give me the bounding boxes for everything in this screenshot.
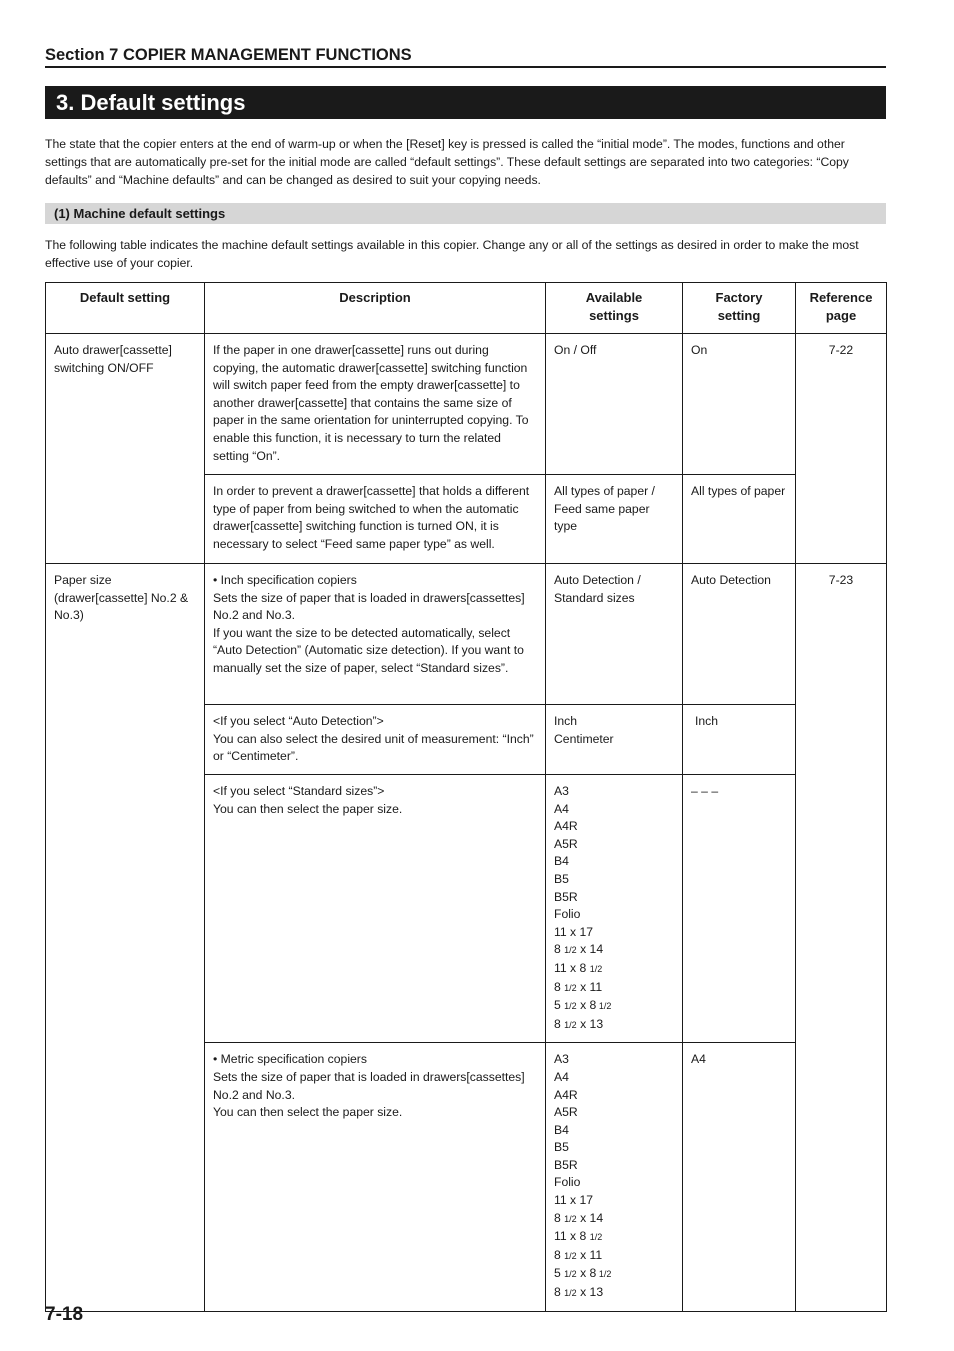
description-cell: In order to prevent a drawer[cassette] that holds a different type of paper from being switched to when the automatic drawer[cassette] switching function is turned ON, it is necessary to select “Feed same paper type” as well. (205, 475, 546, 564)
available-settings-cell: Inch Centimeter (546, 705, 683, 775)
table-row (46, 334, 887, 475)
factory-setting-cell: On (683, 334, 796, 475)
paper-size-item: 5 1/2 x 8 1/2 (554, 998, 612, 1013)
description-cell: <If you select “Auto Detection”> You can also select the desired unit of measurement: “Inch” or “Centimeter”. (205, 705, 546, 775)
paper-size-item: B5 (554, 1140, 569, 1155)
paper-size-item: 8 1/2 x 13 (554, 1016, 604, 1031)
available-settings-cell: On / Off (546, 334, 683, 475)
paper-size-item: 11 x 8 1/2 (554, 960, 603, 975)
paper-size-item: 8 1/2 x 11 (554, 979, 603, 994)
header-factory-setting: Factory setting (683, 283, 796, 334)
header-reference-page: Reference page (796, 283, 887, 334)
description-cell: If the paper in one drawer[cassette] runs out during copying, the automatic drawer[cassette] switching function will switch paper feed from the empty drawer[cassette] to another drawer[cassette] that contains the same size of paper in the same orientation for uninterrupted copying. To enable this function, it is necessary to turn the related setting “On”. (205, 334, 546, 475)
paper-size-item: B5R (554, 889, 578, 904)
reference-page-cell: 7-22 (796, 334, 887, 564)
paper-size-item: B5 (554, 871, 569, 886)
section-header: Section 7 COPIER MANAGEMENT FUNCTIONS (45, 46, 886, 68)
paper-size-item: A5R (554, 1105, 578, 1120)
paper-size-item: 8 1/2 x 13 (554, 1285, 604, 1300)
page-number: 7-18 (45, 1304, 84, 1325)
factory-setting-cell: All types of paper (683, 475, 796, 564)
header-available-settings: Available settings (546, 283, 683, 334)
factory-setting-cell: – – – (683, 775, 796, 1043)
factory-setting-cell: A4 (683, 1043, 796, 1311)
description-cell: <If you select “Standard sizes”> You can then select the paper size. (205, 775, 546, 1043)
paper-size-item: Folio (554, 907, 581, 922)
intro-paragraph: The state that the copier enters at the end of warm-up or when the [Reset] key is pressed is called the “initial mode”. The modes, functions and other settings that are automatically pre-set for the initial mode are called “default settings”. These default settings are separated into two categories: “Copy defaults” and “Machine defaults” and can be changed as desired to suit your copying needs. (45, 137, 849, 187)
available-settings-cell: All types of paper / Feed same paper type (546, 475, 683, 564)
paper-size-item: A4R (554, 1087, 578, 1102)
page-title: 3. Default settings (45, 86, 886, 119)
paper-size-item: A3 (554, 1052, 569, 1067)
paper-size-item: B5R (554, 1157, 578, 1172)
paper-size-item: B4 (554, 854, 569, 869)
paper-size-item: 8 1/2 x 11 (554, 1247, 603, 1262)
header-default-setting: Default setting (46, 283, 205, 334)
setting-name: Auto drawer[cassette] switching ON/OFF (46, 334, 205, 564)
description-cell: • Inch specification copiers Sets the size of paper that is loaded in drawers[cassettes] No.2 and No.3. If you want the size to be detected automatically, select “Auto Detection” (Automatic size detection). If you want to manually set the size of paper, select “Standard sizes”. (205, 564, 546, 705)
paper-size-item: A4 (554, 801, 569, 816)
reference-page-cell: 7-23 (796, 564, 887, 1312)
header-description: Description (205, 283, 546, 334)
paper-size-item: 5 1/2 x 8 1/2 (554, 1266, 612, 1281)
paper-size-item: 11 x 17 (554, 924, 594, 939)
paper-size-item: 11 x 17 (554, 1193, 594, 1208)
paper-size-item: A5R (554, 836, 578, 851)
paper-size-item: Folio (554, 1175, 581, 1190)
paper-size-item: 8 1/2 x 14 (554, 942, 604, 957)
available-settings-cell: Auto Detection / Standard sizes (546, 564, 683, 705)
setting-name: Paper size (drawer[cassette] No.2 & No.3) (46, 564, 205, 1312)
description-cell: • Metric specification copiers Sets the size of paper that is loaded in drawers[cassettes] No.2 and No.3. You can then select the paper size. (205, 1043, 546, 1311)
paper-size-item: 8 1/2 x 14 (554, 1210, 604, 1225)
paper-size-list (546, 1043, 683, 1311)
factory-setting-cell: Auto Detection (683, 564, 796, 705)
table-intro-paragraph: The following table indicates the machine default settings available in this copier. Change any or all of the settings as desired in order to make the most effective use of your copier. (45, 238, 859, 270)
paper-size-item: A4R (554, 819, 578, 834)
paper-size-item: B4 (554, 1122, 569, 1137)
paper-size-list (546, 775, 683, 1043)
paper-size-item: A3 (554, 784, 569, 798)
paper-size-item: 11 x 8 1/2 (554, 1229, 603, 1244)
paper-size-item: A4 (554, 1069, 569, 1084)
table-row (46, 564, 887, 705)
subsection-heading: (1) Machine default settings (45, 203, 886, 224)
factory-setting-cell: Inch (683, 705, 796, 775)
machine-default-settings-table (45, 282, 887, 1312)
